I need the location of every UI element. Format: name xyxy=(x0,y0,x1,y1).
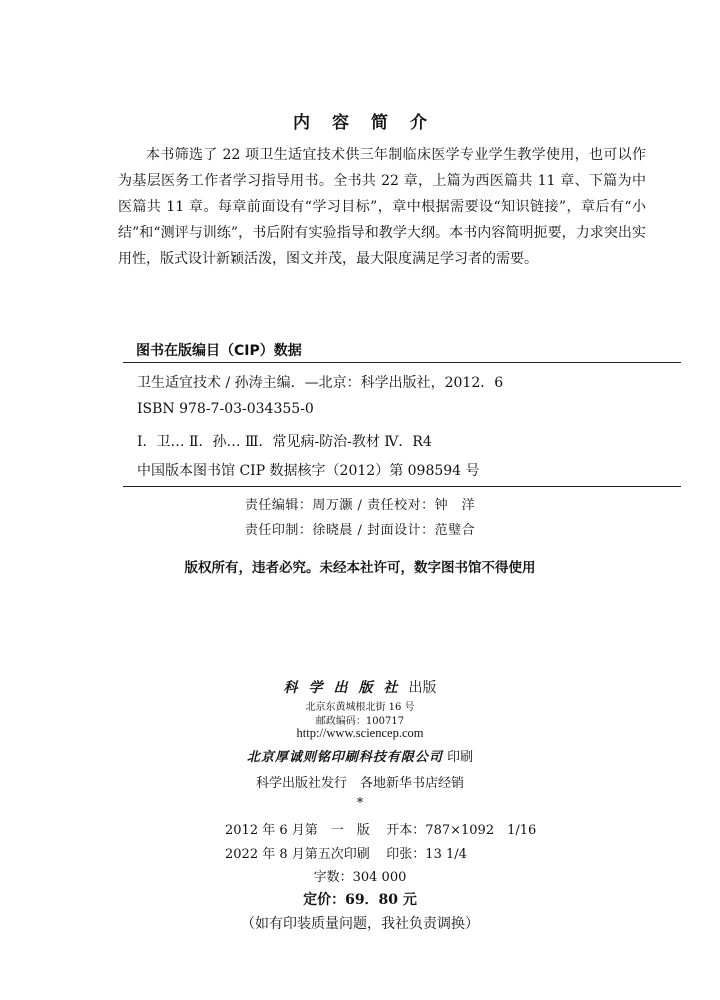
publisher-postcode: 邮政编码：100717 xyxy=(315,716,405,727)
price: 定价：69．80 元 xyxy=(303,892,417,908)
publisher-line xyxy=(0,677,720,697)
intro-body: 本书筛选了 22 项卫生适宜技术供三年制临床医学专业学生教学使用，也可以作为基层医务工作者学习指导用书。全书共 22 章，上篇为西医篇共 11 章、下篇为中医篇共 11 章。每章前面设有“学习目标”，章中根据需要设“知识链接”，章后有“小结”和“测评与训练”，书后附有实验指导和教学大纲。本书内容简明扼要，力求突出实用性，版式设计新颖活泼，图文并茂，最大限度满足学习者的需要。 xyxy=(118,147,646,267)
cip-line-isbn: ISBN 978-7-03-034355-0 xyxy=(137,401,314,417)
edition-row-second xyxy=(225,843,467,862)
separator-asterisk: * xyxy=(356,796,364,811)
cip-line-classification: Ⅰ．卫… Ⅱ．孙… Ⅲ．常见病-防治-教材 Ⅳ．R4 xyxy=(137,434,432,450)
cip-heading: 图书在版编目（CIP）数据 xyxy=(136,343,302,359)
edition-row-first xyxy=(225,819,536,838)
word-count: 字数：304 000 xyxy=(313,870,407,885)
printer-name: 北京厚诚则铭印刷科技有限公司 xyxy=(246,750,443,765)
publisher-website: http://www.sciencep.com xyxy=(296,726,424,740)
cip-line-title: 卫生适宜技术 / 孙涛主编．—北京：科学出版社，2012．6 xyxy=(137,375,504,391)
cip-top-rule xyxy=(123,362,681,363)
print-sheets: 印张：13 1/4 xyxy=(386,847,467,862)
format-size: 开本：787×1092 1/16 xyxy=(386,823,537,838)
intro-title: 内容简介 xyxy=(293,113,449,133)
cip-bottom-rule xyxy=(123,486,681,487)
publisher-name: 科学出版社 xyxy=(283,680,409,696)
quality-note: （如有印装质量问题，我社负责调换） xyxy=(241,916,479,932)
printing-date: 2022 年 8 月第五次印刷 xyxy=(225,847,370,862)
distribution-line: 科学出版社发行 各地新华书店经销 xyxy=(255,776,464,791)
printer-suffix: 印刷 xyxy=(442,750,474,765)
edition-date: 2012 年 6 月第 一 版 xyxy=(225,823,370,838)
publisher-address: 北京东黄城根北街 16 号 xyxy=(305,702,415,713)
printer-line xyxy=(0,746,720,765)
cip-line-record: 中国版本图书馆 CIP 数据核字（2012）第 098594 号 xyxy=(137,463,480,479)
publisher-suffix: 出版 xyxy=(408,680,437,696)
credits-production: 责任印制：徐晓晨 / 封面设计：范璧合 xyxy=(244,523,476,538)
credits-editors: 责任编辑：周万灏 / 责任校对：钟 洋 xyxy=(244,498,476,513)
copyright-notice: 版权所有，违者必究。未经本社许可，数字图书馆不得使用 xyxy=(184,560,536,576)
